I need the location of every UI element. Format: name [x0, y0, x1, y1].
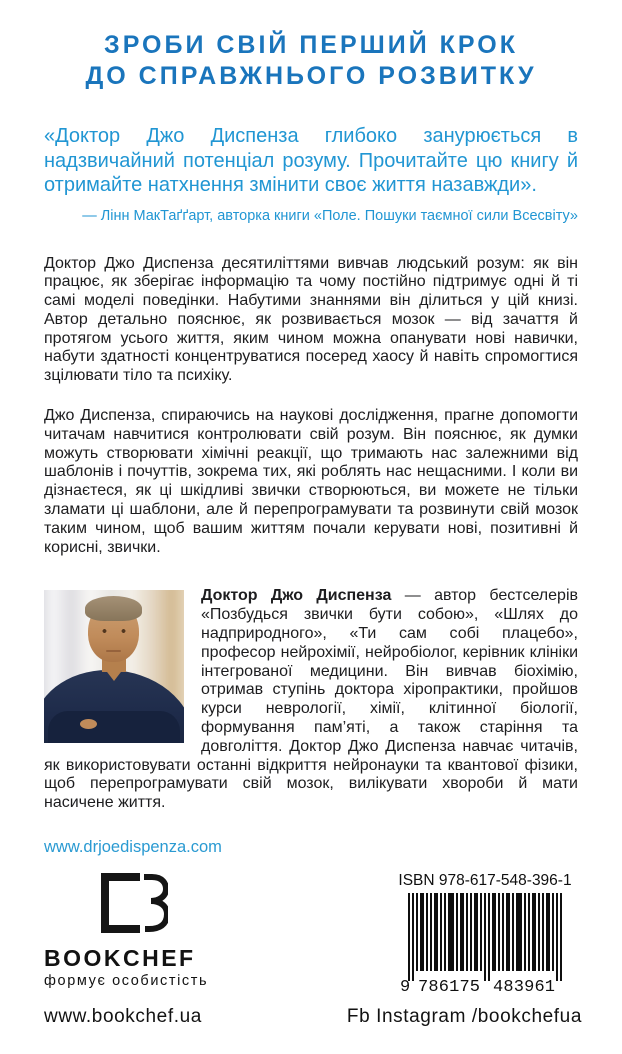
publisher-tagline: формує особистість	[44, 973, 209, 989]
quote-attribution: — Лінн МакТаґґарт, авторка книги «Поле. Пошуки таємної сили Всесвіту»	[82, 207, 578, 224]
author-bio-block	[44, 587, 578, 813]
photo-crossed-arms	[48, 711, 180, 743]
isbn-block	[392, 872, 578, 997]
publisher-name: BOOKCHEF	[44, 945, 196, 971]
author-website-link[interactable]: www.drjoedispenza.com	[44, 838, 222, 857]
back-cover	[0, 30, 622, 857]
ean13-barcode	[400, 893, 570, 997]
photo-eyes	[97, 629, 131, 633]
author-photo	[44, 590, 184, 743]
photo-hair	[85, 596, 142, 621]
description-paragraph-2: Джо Диспенза, спираючись на наукові дослідження, прагне допомогти читачам навчитися контролювати свій розум. Він пояснює, як думки можуть створювати хімічні реакції, що тримають нас залежними від шаблонів і почуттів, зокрема тих, які роблять нас нещасними. І коли ви дізнаєтеся, як ці шкідливі звички створюються, ви можете не тільки зламати ці шаблони, але й перепрограмувати та розвинути свій мозок таким чином, щоб вашим життям почали керувати нові, позитивні й корисні, звички.	[44, 407, 578, 556]
barcode-digits-right-group: 483961	[493, 978, 555, 997]
cover-headline	[44, 30, 578, 92]
headline-line2: ДО СПРАВЖНЬОГО РОЗВИТКУ	[85, 62, 537, 90]
footer-links-row	[44, 1006, 582, 1028]
footer-block	[44, 872, 578, 997]
barcode-digits-left-group: 786175	[418, 978, 480, 997]
headline-line1: ЗРОБИ СВІЙ ПЕРШИЙ КРОК	[104, 31, 518, 59]
barcode-digit-lead: 9	[400, 978, 411, 997]
photo-collar	[104, 668, 124, 681]
isbn-number: ISBN 978-617-548-396-1	[398, 872, 572, 889]
publisher-website-link[interactable]: www.bookchef.ua	[44, 1006, 202, 1027]
author-bio-body: — автор бестселерів «Позбудься звички бути собою», «Шлях до надприродного», «Ти сам собі плацебо», професор нейрохімії, нейробіолог, керівник клініки інтегрованої медицини. Він вивчав біохімію, отримав ступінь доктора хіропрактики, пройшов курси неврології, хімії, клітинної біології, формування пам’яті, а також старіння та довголіття. Доктор Джо Диспенза навчає читачів, як використовувати останні відкриття нейронауки та квантової фізики, щоб перепрограмувати свій мозок, вилікувати хвороби й мати насичене життя.	[44, 587, 578, 812]
author-name: Доктор Джо Диспенза	[201, 587, 392, 605]
publisher-social-link[interactable]: Fb Instagram /bookchefua	[346, 1006, 582, 1027]
description-paragraph-1: Доктор Джо Диспенза десятиліттями вивчав людський розум: як він працює, як зберігає інформацію та чому постійно підтримує одні й ті самі моделі поведінки. Набутими знаннями він ділиться у цій книзі. Автор детально пояснює, як розвивається мозок — від зачаття й протягом усього життя, яким чином можна опанувати нові навички, набути здатності концентруватися посеред хаосу й навіть спромогтися зцілювати тіло та психіку.	[44, 254, 578, 385]
endorsement-quote: «Доктор Джо Диспенза глибоко занурюється в надзвичайний потенціал розуму. Прочитайте цю книгу й отримайте натхнення змінити своє життя назавжди».	[44, 125, 578, 196]
bookchef-logo-icon	[96, 872, 168, 934]
publisher-block	[44, 872, 219, 989]
